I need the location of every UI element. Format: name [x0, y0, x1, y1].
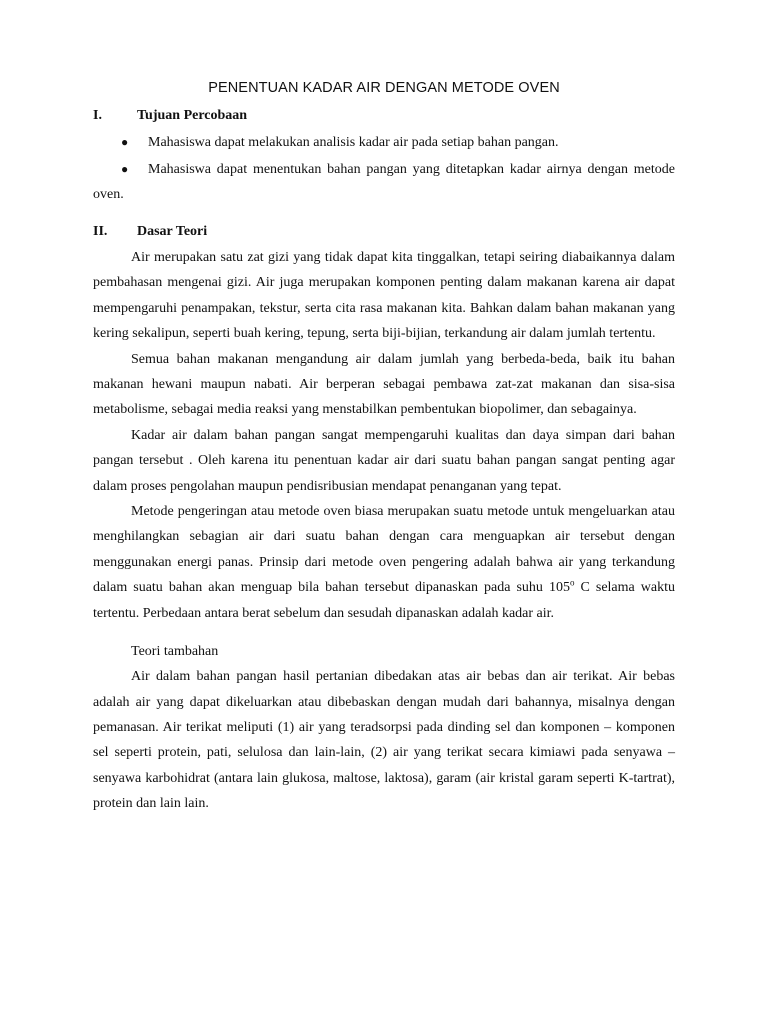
paragraph: Kadar air dalam bahan pangan sangat mempengaruhi kualitas dan daya simpan dari bahan pangan tersebut . Oleh karena itu penentuan kadar air dari suatu bahan pangan sangat penting agar dalam proses pengolahan maupun pendisribusian mendapat penanganan yang tepat.: [93, 427, 675, 494]
section-heading-dasar-teori: [93, 222, 675, 242]
paragraph: Semua bahan makanan mengandung air dalam jumlah yang berbeda-beda, baik itu bahan makanan hewani maupun nabati. Air berperan sebagai pembawa zat-zat makanan dan sisa-sisa metabolisme, sebagai media reaksi yang menstabilkan pembentukan biopolimer, dan sebagainya.: [93, 351, 675, 418]
bullet-icon: ●: [121, 162, 129, 176]
document-title: PENENTUAN KADAR AIR DENGAN METODE OVEN: [208, 80, 560, 96]
bullet-icon: ●: [121, 135, 129, 149]
list-item: [93, 157, 675, 207]
section-number: I.: [93, 108, 102, 123]
list-item-text: Mahasiswa dapat melakukan analisis kadar air pada setiap bahan pangan.: [148, 135, 559, 150]
list-item-text: Mahasiswa dapat menentukan bahan pangan yang ditetapkan kadar airnya dengan metode oven.: [93, 162, 675, 202]
section-number: II.: [93, 224, 108, 239]
paragraph: Air dalam bahan pangan hasil pertanian dibedakan atas air bebas dan air terikat. Air bebas adalah air yang dapat dikeluarkan atau dibebaskan dengan mudah dari bahannya, misalnya dengan pemanasan. Air terikat meliputi (1) air yang teradsorpsi pada dinding sel dan komponen – komponen sel seperti protein, pati, selulosa dan lain-lain, (2) air yang terikat secara kimiawi pada senyawa – senyawa karbohidrat (antara lain glukosa, maltose, laktosa), garam (air kristal garam seperti K-tartrat), protein dan lain lain.: [93, 669, 675, 812]
paragraph-text: Metode pengeringan atau metode oven biasa merupakan suatu metode untuk mengeluarkan atau menghilangkan sebagian air dari suatu bahan dengan cara menguapkan air tersebut dengan menggunakan energi panas. Prinsip dari metode oven pengering adalah bahwa air yang terkandung dalam suatu bahan akan menguap bila bahan tersebut dipanaskan pada suhu 105: [93, 504, 675, 596]
section-heading-text: Dasar Teori: [137, 224, 208, 239]
subheading-teori-tambahan: Teori tambahan: [131, 644, 219, 660]
section-heading-tujuan: [93, 106, 675, 126]
paragraph-oven-method: [93, 499, 675, 626]
paragraph-text: C selama waktu tertentu. Perbedaan antara berat sebelum dan sesudah dipanaskan adalah kadar air.: [93, 580, 676, 621]
document-page: [93, 80, 675, 817]
degree-superscript: o: [569, 577, 575, 588]
paragraph: Air merupakan satu zat gizi yang tidak dapat kita tinggalkan, tetapi seiring diabaikannya dalam pembahasan mengenai gizi. Air juga merupakan komponen penting dalam makanan karena air dapat mempengaruhi penampakan, tekstur, serta cita rasa makanan kita. Bahkan dalam bahan makanan yang kering sekalipun, seperti buah kering, tepung, serta biji-bijian, terkandung air dalam jumlah tertentu.: [93, 250, 675, 342]
list-item: [93, 130, 675, 155]
objectives-list: [93, 130, 675, 207]
section-heading-text: Tujuan Percobaan: [137, 108, 248, 123]
